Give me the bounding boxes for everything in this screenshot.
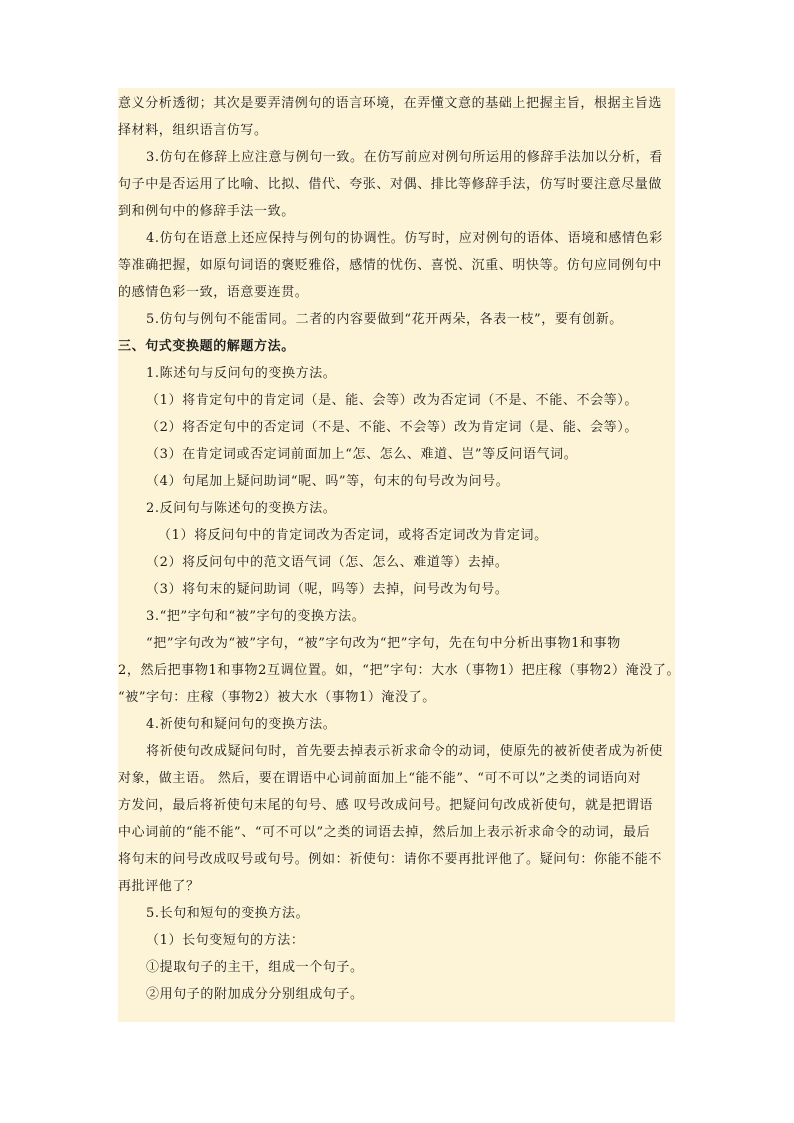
text-line: 2，然后把事物1和事物2互调位置。如，“把”字句：大水（事物1）把庄稼（事物2）淹没了。 <box>118 663 681 678</box>
text-line: 1.陈述句与反问句的变换方法。 <box>146 366 337 381</box>
text-line: （2）将反问句中的范文语气词（怎、怎么、难道等）去掉。 <box>146 555 509 570</box>
text-line: （3）将句末的疑问助词（呢，吗等）去掉，问号改为句号。 <box>146 582 509 597</box>
text-line: 句子中是否运用了比喻、比拟、借代、夸张、对偶、排比等修辞手法，仿写时要注意尽量做 <box>118 177 663 192</box>
document-page <box>118 88 681 1022</box>
text-line: （2）将否定句中的否定词（不是、不能、不会等）改为肯定词（是、能、会等）。 <box>146 420 638 435</box>
text-line: “被”字句：庄稼（事物2）被大水（事物1）淹没了。 <box>118 690 436 705</box>
text-line: ②用句子的附加成分分别组成句子。 <box>146 987 364 1002</box>
text-line: 3.仿句在修辞上应注意与例句一致。在仿写前应对例句所运用的修辞手法加以分析，看 <box>146 150 663 165</box>
text-line: 的感情色彩一致，语意要连贯。 <box>118 285 309 300</box>
text-line: 对象，做主语。 然后，要在谓语中心词前面加上“能不能”、“可不可以”之类的词语向对 <box>118 771 642 786</box>
text-line: 意义分析透彻；其次是要弄清例句的语言环境，在弄懂文意的基础上把握主旨，根据主旨选 <box>118 96 663 111</box>
text-line: 到和例句中的修辞手法一致。 <box>118 204 295 219</box>
text-line: 等准确把握，如原句词语的褒贬雅俗，感情的忧伤、喜悦、沉重、明快等。仿句应同例句中 <box>118 258 663 273</box>
text-line: 5.仿句与例句不能雷同。二者的内容要做到“花开两朵，各表一枝”，要有创新。 <box>146 312 623 327</box>
text-line: 将祈使句改成疑问句时，首先要去掉表示祈求命令的动词，使原先的被祈使者成为祈使 <box>146 744 663 759</box>
text-line: 4.祈使句和疑问句的变换方法。 <box>146 717 337 732</box>
text-line: （4）句尾加上疑问助词“呢、吗”等，句末的句号改为问号。 <box>146 474 510 489</box>
text-line: 5.长句和短句的变换方法。 <box>146 906 310 921</box>
text-line: 将句末的问号改成叹号或句号。例如：祈使句：请你不要再批评他了。疑问句：你能不能不 <box>118 852 663 867</box>
text-line: （1）长句变短句的方法： <box>146 933 305 948</box>
text-line: 再批评他了？ <box>118 879 200 894</box>
text-line: （1）将反问句中的肯定词改为否定词，或将否定词改为肯定词。 <box>158 528 548 543</box>
text-line: “把”字句改为“被”字句，“被”字句改为“把”字句，先在句中分析出事物1和事物 <box>146 636 621 651</box>
text-line: （3）在肯定词或否定词前面加上“怎、怎么、难道、岂”等反问语气词。 <box>146 447 578 462</box>
text-line: （1）将肯定句中的肯定词（是、能、会等）改为否定词（不是、不能、不会等）。 <box>146 393 638 408</box>
section-heading: 三、句式变换题的解题方法。 <box>118 339 295 354</box>
text-line: 择材料，组织语言仿写。 <box>118 123 268 138</box>
text-line: ①提取句子的主干，组成一个句子。 <box>146 960 364 975</box>
text-line: 方发问，最后将祈使句末尾的句号、感 叹号改成问号。把疑问句改成祈使句，就是把谓语 <box>118 798 654 813</box>
text-line: 4.仿句在语意上还应保持与例句的协调性。仿写时，应对例句的语体、语境和感情色彩 <box>146 231 663 246</box>
text-line: 2.反问句与陈述句的变换方法。 <box>146 501 337 516</box>
text-line: 中心词前的“能不能”、“可不可以”之类的词语去掉，然后加上表示祈求命令的动词，最后 <box>118 825 651 840</box>
text-line: 3.“把”字句和“被”字句的变换方法。 <box>146 609 366 624</box>
